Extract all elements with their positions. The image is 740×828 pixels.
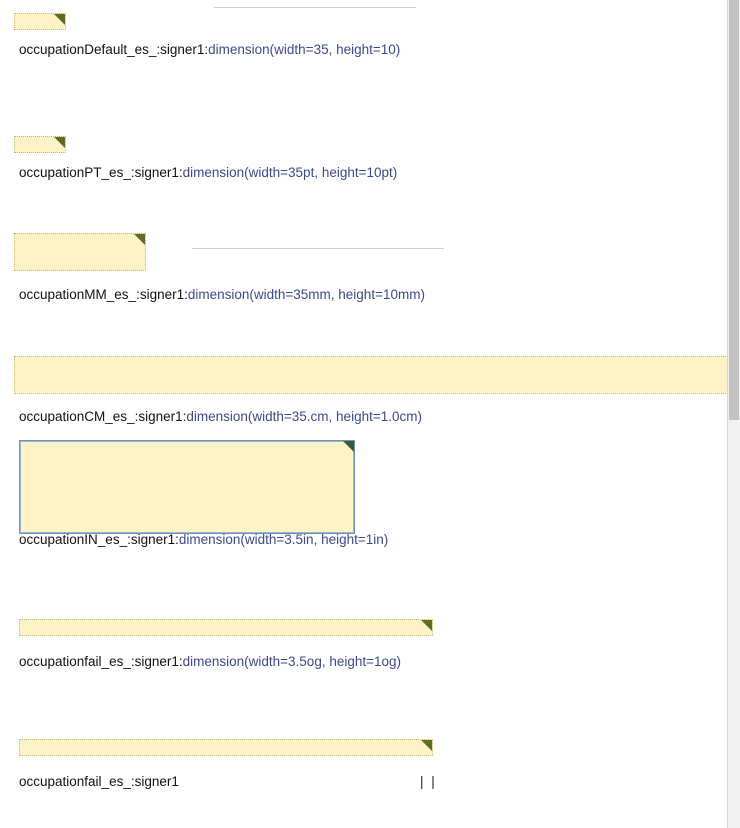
field-corner-icon <box>343 441 354 452</box>
caption-name: occupationDefault_es_:signer1: <box>19 42 209 57</box>
scrollbar-thumb[interactable] <box>729 0 739 420</box>
signature-field-occupationfail-plain[interactable] <box>19 739 433 756</box>
caption-occupationDefault <box>19 42 400 58</box>
signature-field-occupationDefault[interactable] <box>14 13 66 30</box>
caption-occupationIN <box>19 532 388 548</box>
caption-name: occupationfail_es_:signer1 <box>19 774 179 789</box>
caption-name: occupationfail_es_:signer1: <box>19 654 183 669</box>
caption-name: occupationIN_es_:signer1: <box>19 532 179 547</box>
separator-rule-top <box>214 7 416 8</box>
caption-occupationfail-og <box>19 654 401 670</box>
vertical-scrollbar[interactable] <box>727 0 740 828</box>
separator-rule-mm <box>192 248 444 249</box>
caption-dimension: dimension(width=3.5in, height=1in) <box>178 532 389 547</box>
signature-field-occupationMM[interactable] <box>14 233 146 271</box>
caption-occupationfail-plain <box>19 774 179 790</box>
field-corner-icon <box>54 137 65 148</box>
signature-field-occupationIN[interactable] <box>19 440 355 534</box>
caption-dimension: dimension(width=35, height=10) <box>208 42 401 57</box>
caption-occupationCM <box>19 409 422 425</box>
caption-occupationPT <box>19 165 397 181</box>
caption-dimension: dimension(width=35.cm, height=1.0cm) <box>186 409 422 424</box>
signature-field-occupationfail-og[interactable] <box>19 619 433 636</box>
caption-dimension: dimension(width=3.5og, height=1og) <box>182 654 402 669</box>
caption-name: occupationCM_es_:signer1: <box>19 409 187 424</box>
signature-field-occupationCM[interactable] <box>14 356 728 394</box>
field-corner-icon <box>421 740 432 751</box>
caption-dimension: dimension(width=35mm, height=10mm) <box>187 287 425 302</box>
field-corner-icon <box>134 234 145 245</box>
field-corner-icon <box>54 14 65 25</box>
field-corner-icon <box>421 620 432 631</box>
caption-dimension: dimension(width=35pt, height=10pt) <box>182 165 398 180</box>
signature-field-occupationPT[interactable] <box>14 136 66 153</box>
text-cursor-marks: | | <box>420 774 437 789</box>
caption-name: occupationPT_es_:signer1: <box>19 165 183 180</box>
caption-name: occupationMM_es_:signer1: <box>19 287 188 302</box>
caption-occupationMM <box>19 287 425 303</box>
